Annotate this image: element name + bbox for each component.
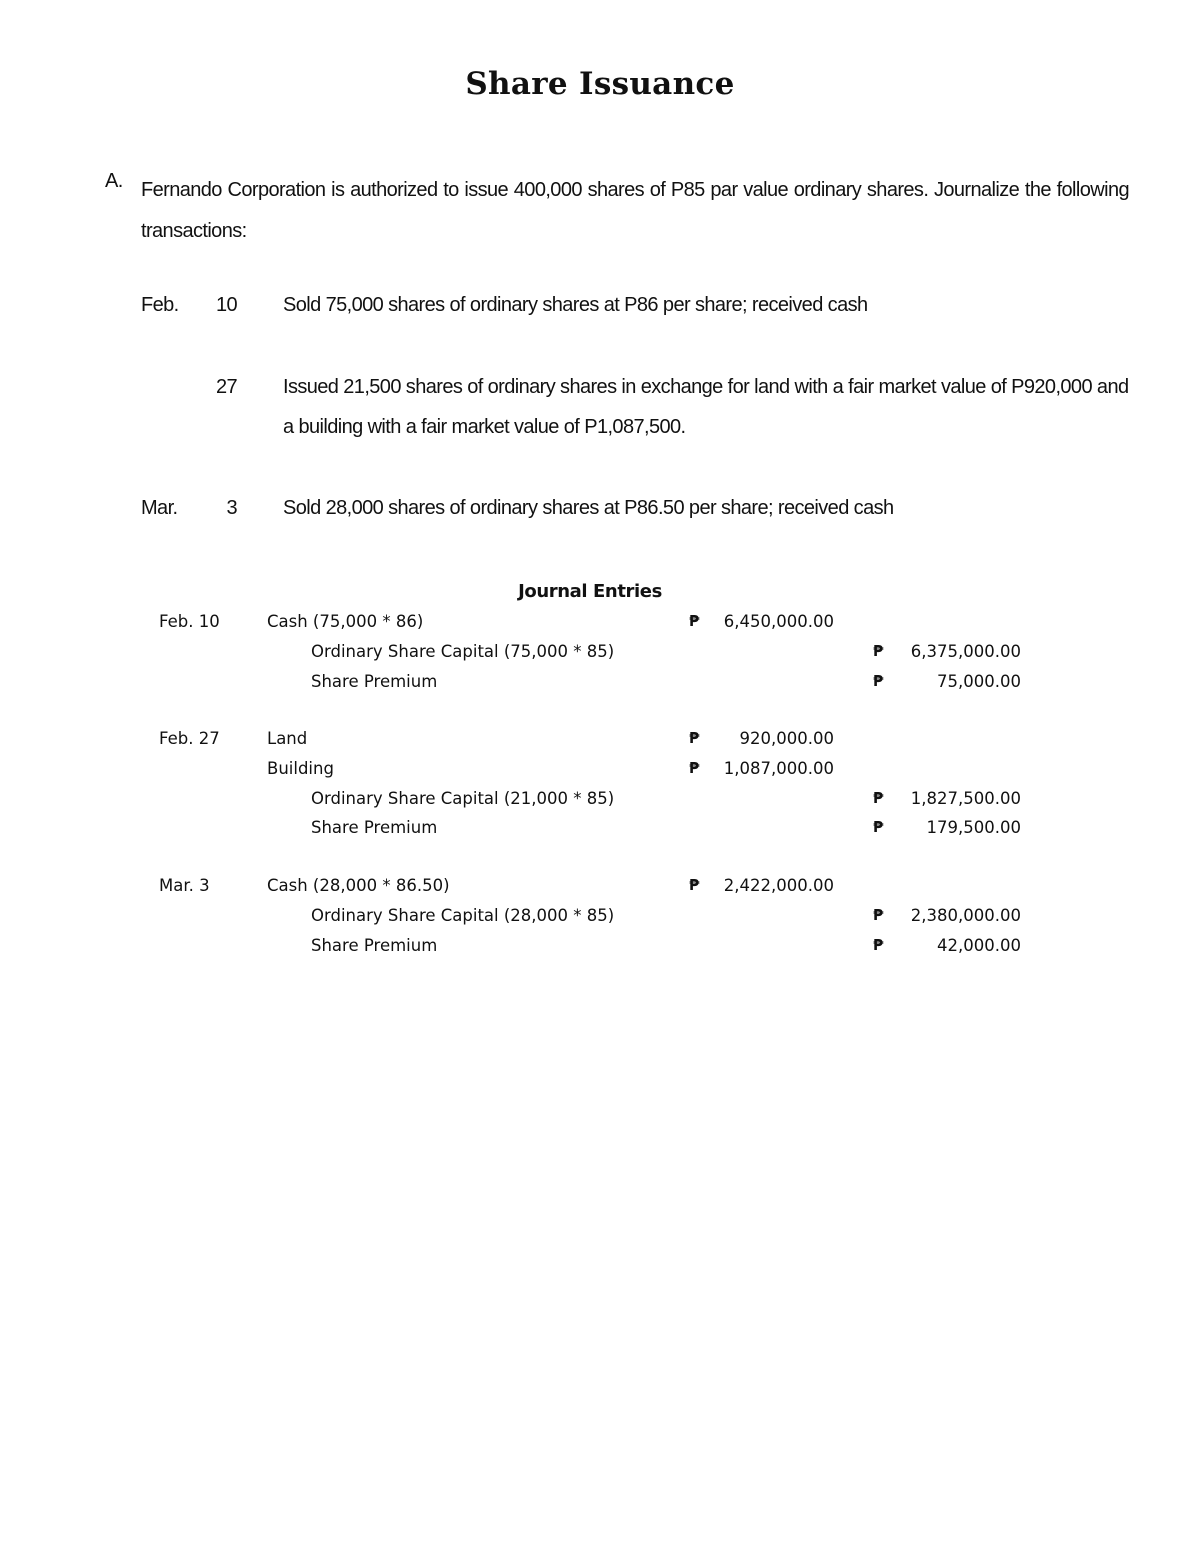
problem-marker: A. [105,170,123,192]
credit-account: Ordinary Share Capital (28,000 * 85) [311,906,615,925]
peso-sign-icon: ₱ [873,906,884,924]
peso-sign-icon: ₱ [689,612,700,630]
transaction-description: Sold 75,000 shares of ordinary shares at P86 per share; received cash [283,294,868,316]
peso-sign-icon: ₱ [873,672,884,690]
journal-row [0,818,1200,844]
journal-title: Journal Entries [518,581,662,602]
credit-account: Ordinary Share Capital (75,000 * 85) [311,642,615,661]
peso-sign-icon: ₱ [873,936,884,954]
peso-sign-icon: ₱ [689,759,700,777]
peso-sign-icon: ₱ [689,729,700,747]
credit-account: Share Premium [311,672,438,691]
journal-row [0,789,1200,815]
transaction-day: 3 [226,497,237,519]
debit-amount: 2,422,000.00 [723,876,834,895]
journal-date: Feb. 10 [159,612,220,631]
transaction-day: 27 [215,376,237,398]
peso-sign-icon: ₱ [873,642,884,660]
debit-amount: 920,000.00 [739,729,834,748]
problem-text: Fernando Corporation is authorized to issue 400,000 shares of P85 par value ordinary shares. Journalize the following transactions: [141,179,1129,242]
journal-row [0,906,1200,932]
credit-amount: 75,000.00 [937,672,1021,691]
credit-amount: 179,500.00 [926,818,1021,837]
debit-account: Land [267,729,308,748]
transaction-month: Feb. [141,294,179,316]
journal-row [0,936,1200,962]
journal-row [0,876,1200,902]
debit-account: Building [267,759,334,778]
credit-account: Share Premium [311,936,438,955]
debit-amount: 6,450,000.00 [723,612,834,631]
journal-date: Feb. 27 [159,729,220,748]
debit-amount: 1,087,000.00 [723,759,834,778]
credit-amount: 42,000.00 [937,936,1021,955]
transaction-description: Issued 21,500 shares of ordinary shares in exchange for land with a fair market value of P920,000 and a building with a fair market value of P1,087,500. [283,376,1129,438]
journal-row [0,612,1200,638]
credit-amount: 1,827,500.00 [910,789,1021,808]
credit-account: Share Premium [311,818,438,837]
transaction-description: Sold 28,000 shares of ordinary shares at P86.50 per share; received cash [283,497,894,519]
transaction-day: 10 [215,294,237,316]
page-title: Share Issuance [465,66,735,102]
debit-account: Cash (75,000 * 86) [267,612,424,631]
credit-amount: 6,375,000.00 [910,642,1021,661]
journal-row [0,642,1200,668]
journal-date: Mar. 3 [159,876,210,895]
credit-amount: 2,380,000.00 [910,906,1021,925]
peso-sign-icon: ₱ [873,818,884,836]
journal-row [0,759,1200,785]
transaction-month: Mar. [141,497,178,519]
credit-account: Ordinary Share Capital (21,000 * 85) [311,789,615,808]
debit-account: Cash (28,000 * 86.50) [267,876,450,895]
peso-sign-icon: ₱ [873,789,884,807]
journal-row [0,672,1200,698]
peso-sign-icon: ₱ [689,876,700,894]
journal-row [0,729,1200,755]
